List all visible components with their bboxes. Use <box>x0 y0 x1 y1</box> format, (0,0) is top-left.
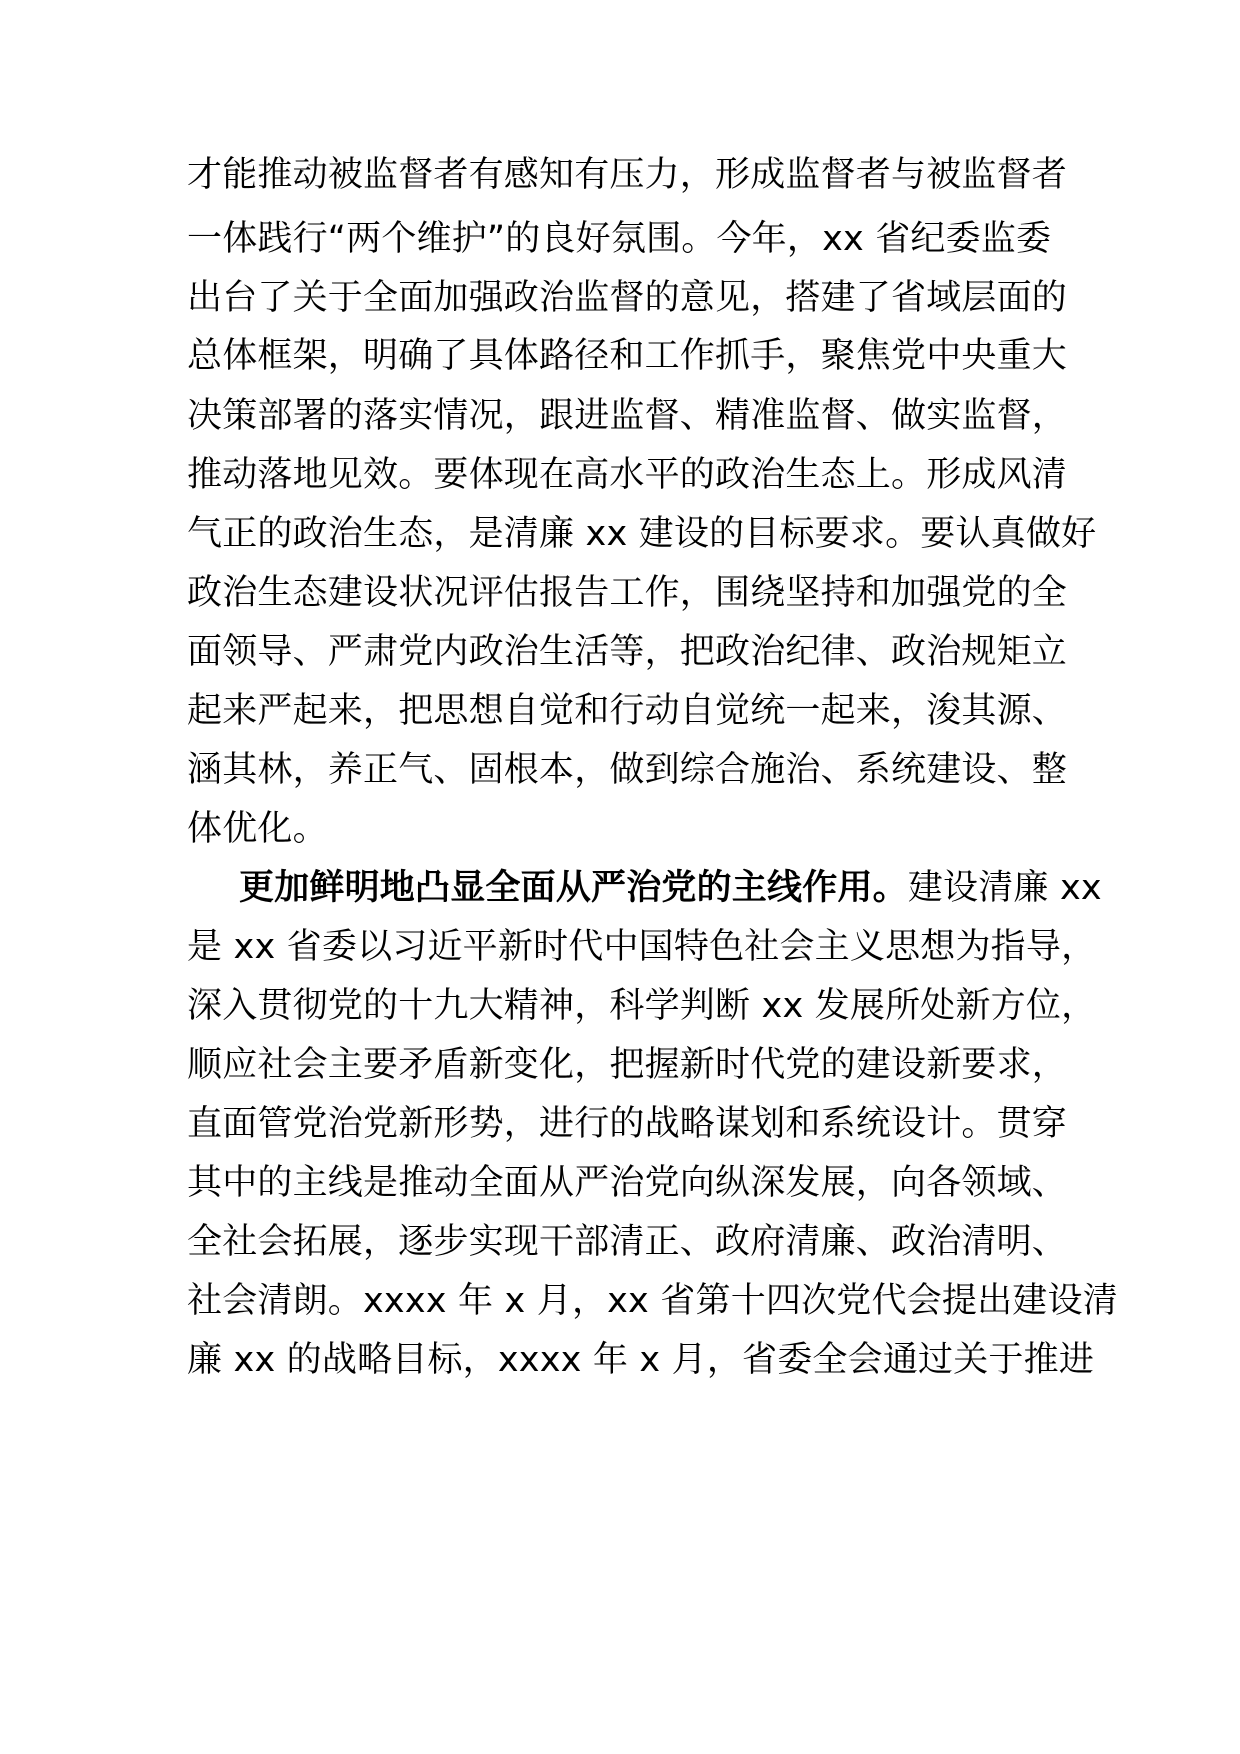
text-line: 是 xx 省委以习近平新时代中国特色社会主义思想为指导， <box>187 927 1097 967</box>
text-line: 社会清朗。xxxx 年 x 月，xx 省第十四次党代会提出建设清 <box>187 1281 1118 1321</box>
text-line: 全社会拓展，逐步实现干部清正、政府清廉、政治清明、 <box>187 1222 1068 1262</box>
text-line: 直面管党治党新形势，进行的战略谋划和系统设计。贯穿 <box>187 1104 1068 1144</box>
text-line: 面领导、严肃党内政治生活等，把政治纪律、政治规矩立 <box>187 632 1068 672</box>
text-line: 体优化。 <box>187 809 328 849</box>
text-line: 其中的主线是推动全面从严治党向纵深发展，向各领域、 <box>187 1163 1068 1203</box>
text-line: 起来严起来，把思想自觉和行动自觉统一起来，浚其源、 <box>187 691 1068 731</box>
text-line <box>239 856 1102 920</box>
text-line: 涵其林，养正气、固根本，做到综合施治、系统建设、整 <box>187 750 1068 790</box>
section-heading: 更加鲜明地凸显全面从严治党的主线作用。 <box>239 868 908 908</box>
text-line: 总体框架，明确了具体路径和工作抓手，聚焦党中央重大 <box>187 336 1068 376</box>
text-line: 推动落地见效。要体现在高水平的政治生态上。形成风清 <box>187 455 1068 495</box>
text-line: 顺应社会主要矛盾新变化，把握新时代党的建设新要求， <box>187 1045 1068 1085</box>
heading-continuation: 建设清廉 xx <box>907 868 1102 908</box>
text-line: 出台了关于全面加强政治监督的意见，搭建了省域层面的 <box>187 278 1068 318</box>
text-line: 决策部署的落实情况，跟进监督、精准监督、做实监督， <box>187 396 1068 436</box>
text-line: 气正的政治生态，是清廉 xx 建设的目标要求。要认真做好 <box>187 514 1097 554</box>
text-line: 一体践行“两个维护”的良好氛围。今年，xx 省纪委监委 <box>187 219 1052 259</box>
text-line: 才能推动被监督者有感知有压力，形成监督者与被监督者 <box>187 155 1068 195</box>
text-line: 深入贯彻党的十九大精神，科学判断 xx 发展所处新方位， <box>187 986 1097 1026</box>
text-line: 廉 xx 的战略目标，xxxx 年 x 月，省委全会通过关于推进 <box>187 1340 1095 1380</box>
text-line: 政治生态建设状况评估报告工作，围绕坚持和加强党的全 <box>187 573 1068 613</box>
